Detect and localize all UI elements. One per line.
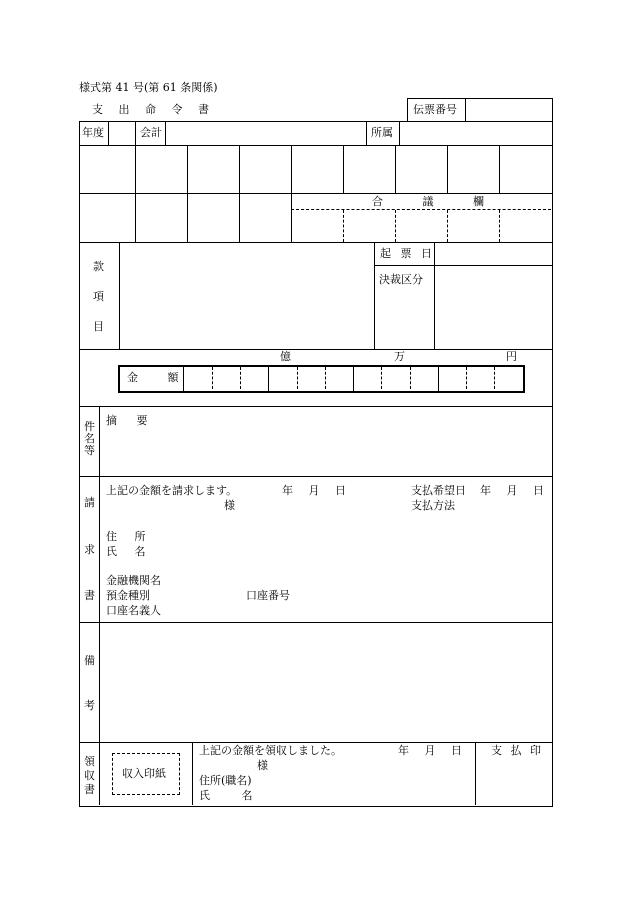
form-number: 様式第 41 号(第 61 条関係) [79, 81, 218, 94]
remarks-label-1: 備 [84, 654, 95, 667]
request-date: 年 月 日 [282, 484, 346, 497]
receipt-sama: 様 [257, 759, 268, 772]
approval-class-field[interactable] [436, 267, 550, 347]
bank-label: 金融機関名 [106, 574, 161, 587]
remarks-label-2: 考 [84, 699, 95, 712]
payment-hope-date: 年 月 日 [480, 484, 544, 497]
slip-number-field[interactable] [467, 100, 551, 120]
unit-oku: 億 [280, 350, 291, 363]
request-side-label-3: 書 [84, 589, 95, 602]
revenue-stamp-label: 収入印紙 [122, 767, 166, 780]
budget-item-moku: 目 [93, 320, 104, 333]
summary-field[interactable] [101, 430, 550, 474]
request-text: 上記の金額を請求します。 [106, 484, 238, 497]
amount-label: 金 額 [127, 371, 185, 384]
account-holder-label: 口座名義人 [106, 604, 161, 617]
payment-method-label: 支払方法 [411, 499, 455, 512]
accounting-field[interactable] [167, 123, 365, 143]
unit-yen: 円 [506, 350, 517, 363]
department-field[interactable] [401, 123, 550, 143]
request-side-label-1: 請 [84, 496, 95, 509]
draft-date-label: 起 票 日 [380, 247, 435, 260]
slip-number-label: 伝票番号 [413, 103, 457, 116]
request-sama: 様 [224, 499, 235, 512]
receipt-address-label: 住所(職名) [199, 774, 252, 787]
payment-seal-label: 支 払 印 [491, 744, 544, 757]
budget-item-field[interactable] [121, 244, 373, 348]
document-title: 支 出 命 令 書 [92, 103, 215, 116]
accounting-label: 会計 [140, 126, 162, 139]
unit-man: 万 [394, 350, 405, 363]
summary-label: 摘 要 [106, 414, 151, 427]
request-address-label: 住 所 [106, 530, 146, 543]
receipt-text: 上記の金額を領収しました。 [199, 744, 342, 757]
receipt-date: 年 月 日 [398, 744, 462, 757]
fiscal-year-field[interactable] [110, 123, 134, 143]
amount-field[interactable] [185, 367, 519, 389]
deposit-type-label: 預金種別 [106, 589, 150, 602]
receipt-name-label: 氏 名 [199, 789, 253, 802]
request-side-label-2: 求 [84, 543, 95, 556]
fiscal-year-label: 年度 [82, 126, 104, 139]
approval-class-label: 決裁区分 [379, 273, 423, 286]
draft-date-field[interactable] [436, 244, 550, 264]
receipt-side-label-1: 領 [84, 755, 95, 768]
subject-label: 件名等 [84, 420, 95, 457]
budget-item-kou: 項 [93, 290, 104, 303]
budget-item-kan: 款 [93, 260, 104, 273]
request-name-label: 氏 名 [106, 545, 146, 558]
receipt-side-label-2: 収 [84, 769, 95, 782]
remarks-field[interactable] [101, 624, 550, 741]
department-label: 所属 [371, 126, 393, 139]
account-number-label: 口座番号 [246, 589, 290, 602]
payment-hope-date-label: 支払希望日 [411, 484, 466, 497]
payment-seal-field[interactable] [477, 760, 550, 804]
consultation-label: 合 議 欄 [372, 195, 490, 208]
receipt-side-label-3: 書 [84, 783, 95, 796]
